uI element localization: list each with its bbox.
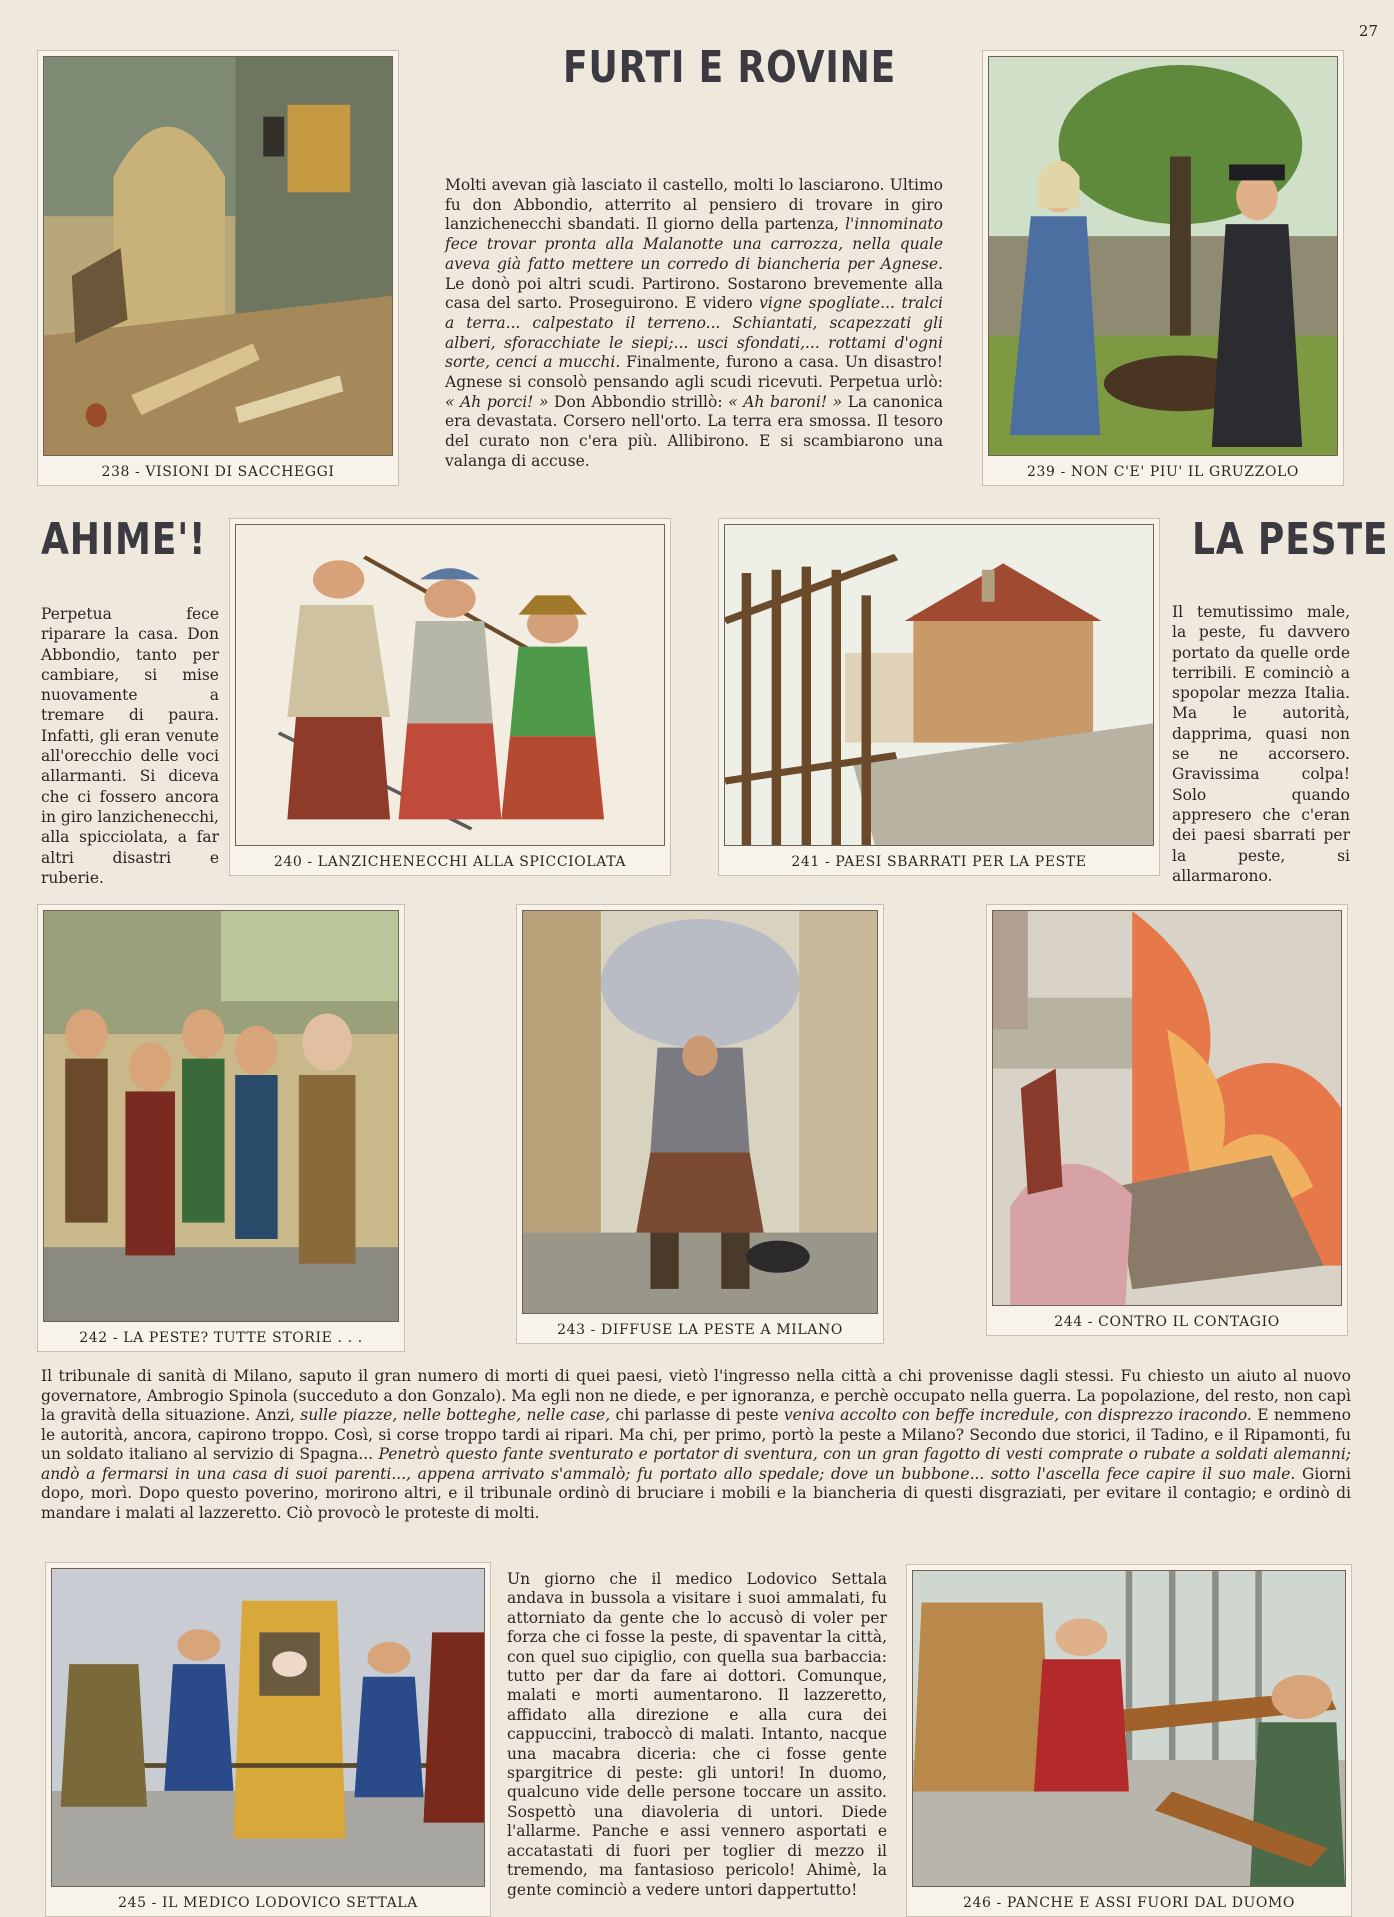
illustration-doctor-in-sedan-chair [51,1568,485,1887]
text-tribunale: Il tribunale di sanità di Milano, saputo il gran numero di morti di quei paesi, vietò l'ingresso nella città a chi provenisse dagli stessi. Fu chiesto un aiuto al nuovo governatore, Ambrogio Spinola (succeduto a don Gonzalo). Ma egli non ne diede, e per ignoranza, e perchè occupato nella guerra. La popolazione, del resto, non capì la gravità della situazione. Anzi, sulle piazze, nelle botteghe, nelle case, chi parlasse di peste veniva accolto con beffe incredule, con disprezzo iracondo. E nemmeno le autorità, ancora, capirono troppo. Così, si corse troppo tardi ai ripari. Ma chi, per primo, portò la peste a Milano? Secondo due storici, il Tadino, e il Ripamonti, fu un soldato italiano al servizio di Spagna... Penetrò questo fante sventurato e portator di sventura, con un gran fagotto di vesti comprate o rubate a soldati alemanni; andò a fermarsi in una casa di suoi parenti..., appena arrivato s'ammalò; fu portato allo spedale; dove un bubbone... sotto l'ascella fece capire il suo male. Giorni dopo, morì. Dopo questo poverino, morirono altri, e il tribunale ordinò di bruciare i mobili e la biancheria di questi disgraziati, per evitare il contagio; e ordinò di mandare i malati al lazzeretto. Ciò provocò le proteste di molti. [41,1367,1351,1522]
illustration-ransacked-interior [43,56,393,456]
page-number: 27 [1358,22,1378,40]
figure-240 [229,518,671,876]
text-la-peste: Il temutissimo male, la peste, fu davvero portato da quelle orde terribili. E cominciò a spopolar mezza Italia. Ma le autorità, dapprima, quasi non se ne accorsero. Gravissima colpa! Solo quando appresero che c'eran dei paesi sbarrati per la peste, si allarmarono. [1172,603,1350,885]
figure-244 [986,904,1348,1336]
caption-242: 242 - LA PESTE? TUTTE STORIE . . . [79,1330,363,1346]
figure-243 [516,904,884,1344]
text-settala: Un giorno che il medico Lodovico Settala andava in bussola a visitare i suoi ammalati, fu attorniato da gente che lo accusò di voler per forza che ci fosse la peste, di spaventar la città, con quel suo cipiglio, con quella sua barbaccia: tutto per dar da fare ai dottori. Comunque, malati e morti aumentarono. Il lazzeretto, affidato alla direzione e alla cura dei cappuccini, traboccò di malati. Intanto, nacque una macabra diceria: che ci fosse gente spargitrice di peste: gli untori! In duomo, qualcuno vide delle persone toccare un assito. Sospettò una diavoleria di untori. Diede l'allarme. Panche e assi vennero asportati e accatastati di fuori per toglier di mezzo il tremendo, ma fantasioso pericolo! Ahimè, la gente cominciò a vedere untori dappertutto! [507,1570,887,1899]
text-ahime: Perpetua fece riparare la casa. Don Abbondio, tanto per cambiare, si mise nuovamente a tremare di paura. Infatti, gli eran venute all'orecchio delle voci allarmanti. Si diceva che ci fossero ancora in giro lanzichenecchi, alla spicciolata, a far altri disastri e ruberie. [41,605,219,887]
caption-238: 238 - VISIONI DI SACCHEGGI [101,464,335,480]
figure-238 [37,50,399,486]
illustration-empty-hiding-place [988,56,1338,456]
caption-241: 241 - PAESI SBARRATI PER LA PESTE [791,854,1087,870]
illustration-benches-out-of-cathedral [912,1570,1346,1887]
caption-239: 239 - NON C'E' PIU' IL GRUZZOLO [1026,464,1299,480]
illustration-soldier-with-bundle [522,910,878,1314]
illustration-barred-village [724,524,1154,846]
caption-246: 246 - PANCHE E ASSI FUORI DAL DUOMO [962,1895,1296,1911]
text-furti-e-rovine: Molti avevan già lasciato il castello, molti lo lasciarono. Ultimo fu don Abbondio, atterrito al pensiero di trovare in giro lanzichenecchi sbandati. Il giorno della partenza, l'innominato fece trovar pronta alla Malanotte una carrozza, nella quale aveva già fatto mettere un corredo di biancheria per Agnese. Le donò poi altri scudi. Partirono. Sostarono brevemente alla casa del sarto. Proseguirono. E videro vigne spogliate... tralci a terra... calpestato il terreno... Schiantati, scapezzati gli alberi, sforacchiate le siepi;... usci sfondati,... rottami d'ogni sorte, cenci a mucchi. Finalmente, furono a casa. Un disastro! Agnese si consolò pensando agli scudi ricevuti. Perpetua urlò: « Ah porci! » Don Abbondio strillò: « Ah baroni! » La canonica era devastata. Corsero nell'orto. La terra era smossa. Il tesoro del curato non c'era più. Allibirono. E si scambiarono una valanga di accuse. [445,176,943,470]
figure-242 [37,904,405,1352]
illustration-landsknechts [235,524,665,846]
figure-246 [906,1564,1352,1917]
caption-243: 243 - DIFFUSE LA PESTE A MILANO [557,1322,843,1338]
caption-244: 244 - CONTRO IL CONTAGIO [1054,1314,1280,1330]
headline-furti-e-rovine: FURTI E ROVINE [563,42,897,93]
caption-245: 245 - IL MEDICO LODOVICO SETTALA [118,1895,418,1911]
headline-la-peste: LA PESTE [1192,514,1389,565]
caption-240: 240 - LANZICHENECCHI ALLA SPICCIOLATA [273,854,627,870]
figure-239 [982,50,1344,486]
illustration-burning-furniture [992,910,1342,1306]
illustration-crowd-mocking [43,910,399,1322]
figure-245 [45,1562,491,1917]
figure-241 [718,518,1160,876]
headline-ahime: AHIME'! [41,514,207,565]
